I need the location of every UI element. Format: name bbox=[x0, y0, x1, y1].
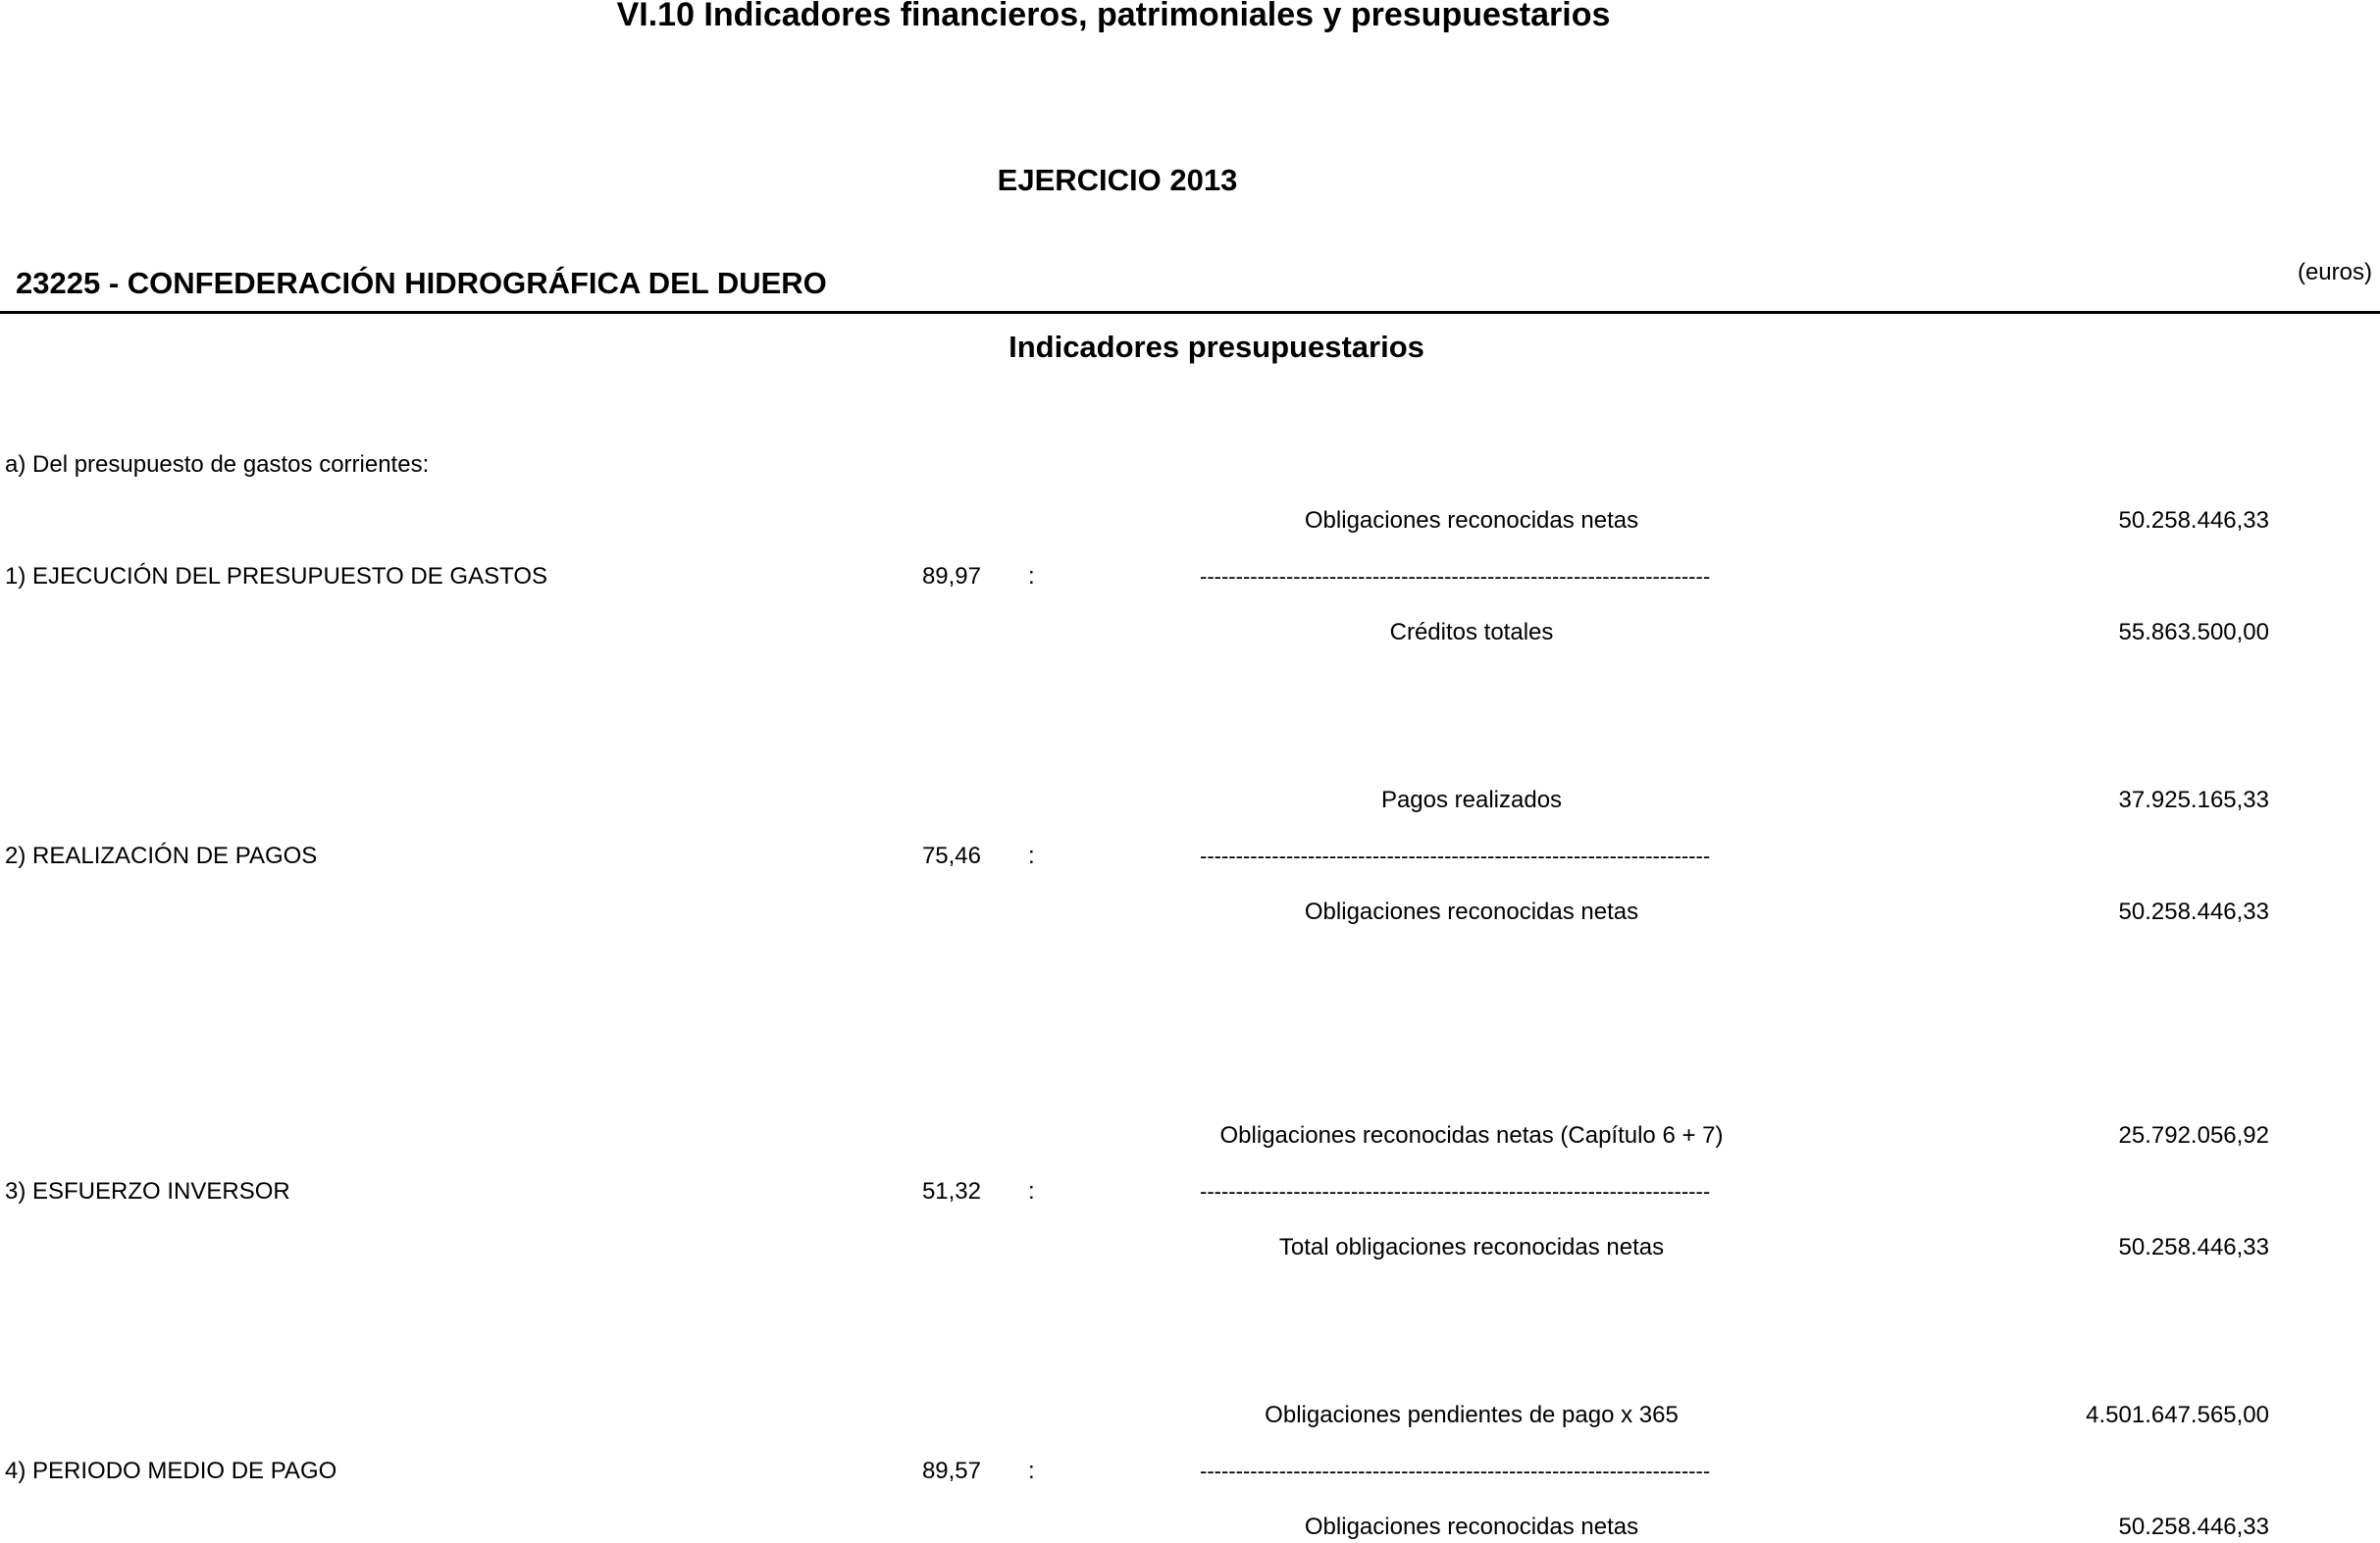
denominator-label: Obligaciones reconocidas netas bbox=[1304, 899, 1639, 925]
numerator-label: Pagos realizados bbox=[1380, 787, 1563, 813]
denominator-value: 55.863.500,00 bbox=[2118, 619, 2269, 645]
indicator-label: 2) REALIZACIÓN DE PAGOS bbox=[5, 843, 318, 869]
indicator-label: 4) PERIODO MEDIO DE PAGO bbox=[5, 1458, 337, 1484]
indicator-label: 1) EJECUCIÓN DEL PRESUPUESTO DE GASTOS bbox=[5, 563, 548, 590]
section-title: Indicadores presupuestarios bbox=[1009, 330, 1424, 364]
separator-colon: : bbox=[1028, 563, 1035, 590]
indicator-value: 75,46 bbox=[921, 843, 981, 869]
fraction-line: ----------------------------------------------------------------------- bbox=[1200, 844, 1711, 868]
indicator-value: 51,32 bbox=[921, 1178, 981, 1205]
numerator-label: Obligaciones reconocidas netas (Capítulo 6 + 7) bbox=[1219, 1122, 1724, 1149]
numerator-value: 4.501.647.565,00 bbox=[2086, 1402, 2269, 1428]
numerator-value: 50.258.446,33 bbox=[2118, 507, 2269, 534]
header-rule bbox=[0, 311, 2380, 314]
fiscal-year: EJERCICIO 2013 bbox=[997, 163, 1238, 197]
numerator-label: Obligaciones reconocidas netas bbox=[1304, 507, 1639, 534]
section-subheading: a) Del presupuesto de gastos corrientes: bbox=[5, 451, 430, 478]
denominator-value: 50.258.446,33 bbox=[2118, 1234, 2269, 1260]
indicator-value: 89,57 bbox=[921, 1458, 981, 1484]
numerator-value: 37.925.165,33 bbox=[2118, 787, 2269, 813]
fraction-line: ----------------------------------------------------------------------- bbox=[1200, 564, 1711, 589]
indicator-value: 89,97 bbox=[921, 563, 981, 590]
numerator-value: 25.792.056,92 bbox=[2118, 1122, 2269, 1149]
indicator-label: 3) ESFUERZO INVERSOR bbox=[5, 1178, 290, 1205]
denominator-label: Obligaciones reconocidas netas bbox=[1304, 1514, 1639, 1540]
fraction-line: ----------------------------------------------------------------------- bbox=[1200, 1459, 1711, 1483]
units-label: (euros) bbox=[2297, 259, 2372, 285]
denominator-value: 50.258.446,33 bbox=[2118, 899, 2269, 925]
denominator-label: Total obligaciones reconocidas netas bbox=[1278, 1234, 1665, 1260]
entity-name: 23225 - CONFEDERACIÓN HIDROGRÁFICA DEL DUERO bbox=[16, 266, 827, 300]
separator-colon: : bbox=[1028, 843, 1035, 869]
separator-colon: : bbox=[1028, 1458, 1035, 1484]
report-title: VI.10 Indicadores financieros, patrimoniales y presupuestarios bbox=[616, 0, 1611, 33]
separator-colon: : bbox=[1028, 1178, 1035, 1205]
denominator-label: Créditos totales bbox=[1389, 619, 1554, 645]
numerator-label: Obligaciones pendientes de pago x 365 bbox=[1265, 1402, 1679, 1428]
fraction-line: ----------------------------------------------------------------------- bbox=[1200, 1179, 1711, 1204]
denominator-value: 50.258.446,33 bbox=[2118, 1514, 2269, 1540]
